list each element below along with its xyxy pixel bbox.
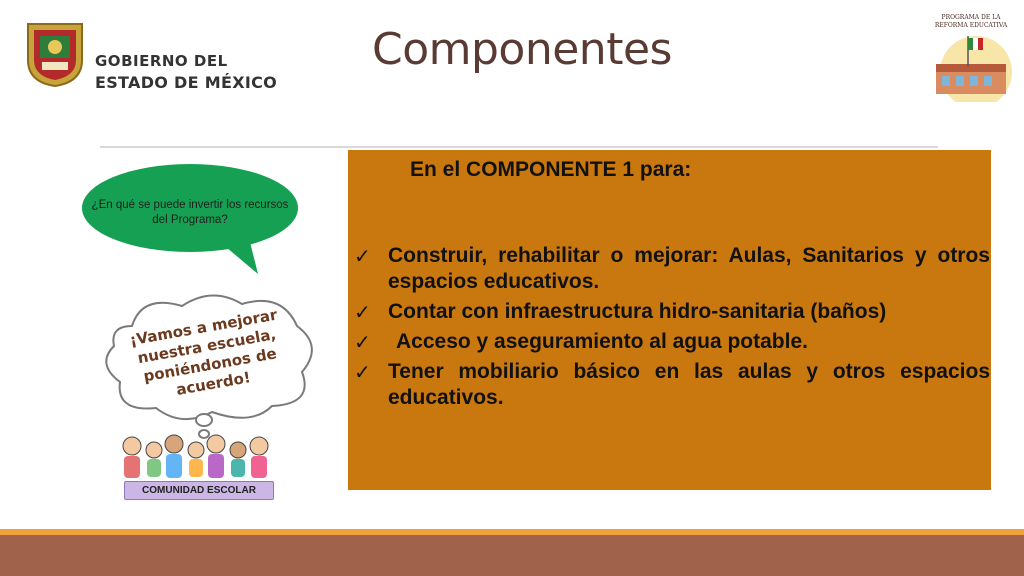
cloud-message: ¡Vamos a mejorar nuestra escuela, poniéndonos de acuerdo! — [128, 305, 279, 399]
checkmark-icon: ✓ — [354, 300, 371, 324]
government-name — [95, 50, 277, 94]
page-title: Componentes — [372, 24, 672, 75]
government-line-1: GOBIERNO DEL — [95, 52, 228, 70]
checkmark-icon: ✓ — [354, 330, 371, 354]
list-item-text: Tener mobiliario básico en las aulas y otros espacios educativos. — [388, 360, 990, 409]
list-item — [354, 243, 990, 295]
checkmark-icon: ✓ — [354, 244, 371, 268]
list-item — [354, 329, 990, 355]
header-divider — [100, 146, 938, 148]
list-item — [354, 299, 990, 325]
state-coat-of-arms-icon — [22, 20, 88, 88]
heading-suffix: para: — [634, 158, 692, 181]
footer-band-bottom — [0, 535, 1024, 576]
heading-highlight: COMPONENTE 1 — [466, 158, 635, 181]
list-item — [354, 359, 990, 411]
checkmark-icon: ✓ — [354, 360, 371, 384]
panel-heading — [410, 158, 691, 182]
program-logo-text — [926, 14, 1016, 30]
heading-prefix: En el — [410, 158, 467, 181]
component-list — [354, 243, 990, 415]
community-label: COMUNIDAD ESCOLAR — [124, 481, 274, 500]
list-item-text: Acceso y aseguramiento al agua potable. — [396, 330, 808, 353]
program-logo-line-2: REFORMA EDUCATIVA — [934, 22, 1008, 29]
speech-bubble-text: ¿En qué se puede invertir los recursos del Programa? — [91, 199, 289, 226]
program-logo-line-1: PROGRAMA DE LA — [941, 14, 1001, 21]
list-item-text: Contar con infraestructura hidro-sanitaria (baños) — [388, 300, 887, 323]
list-item-text: Construir, rehabilitar o mejorar: Aulas, Sanitarios y otros espacios educativos. — [388, 244, 990, 293]
government-line-2: ESTADO DE MÉXICO — [95, 73, 278, 92]
